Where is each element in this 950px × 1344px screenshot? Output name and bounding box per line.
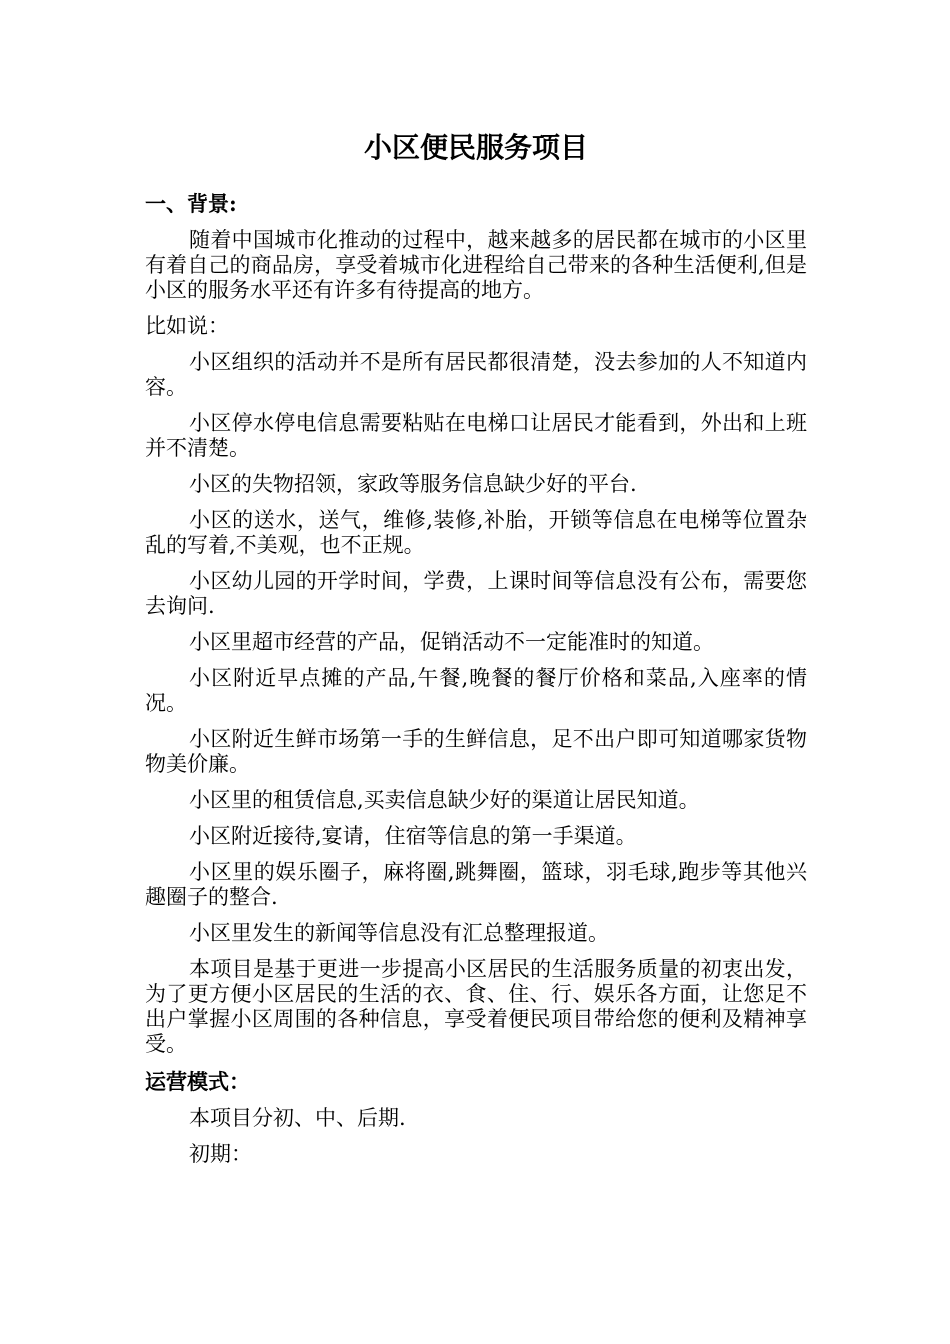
paragraph-item-hospitality: 小区附近接待,宴请，住宿等信息的第一手渠道。 — [189, 824, 637, 848]
section-heading-background: 一、背景: — [145, 191, 237, 216]
paragraph-item-restaurants: 小区附近早点摊的产品,午餐,晚餐的餐厅价格和菜品,入座率的情况。 — [145, 666, 807, 715]
paragraph-item-news: 小区里发生的新闻等信息没有汇总整理报道。 — [189, 921, 609, 945]
paragraph-item-interest-groups: 小区里的娱乐圈子，麻将圈,跳舞圈，篮球，羽毛球,跑步等其他兴趣圈子的整合. — [145, 860, 807, 909]
paragraph-initial-phase: 初期： — [189, 1142, 252, 1166]
paragraph-item-outage-notices: 小区停水停电信息需要粘贴在电梯口让居民才能看到，外出和上班并不清楚。 — [145, 411, 807, 460]
paragraph-item-activities: 小区组织的活动并不是所有居民都很清楚，没去参加的人不知道内容。 — [145, 350, 807, 399]
paragraph-project-phases: 本项目分初、中、后期. — [189, 1106, 406, 1130]
paragraph-item-lost-and-found: 小区的失物招领，家政等服务信息缺少好的平台. — [189, 472, 637, 496]
document-body — [145, 128, 807, 1178]
paragraph-item-fresh-market: 小区附近生鲜市场第一手的生鲜信息，足不出户即可知道哪家货物物美价廉。 — [145, 727, 807, 776]
paragraph-item-service-ads: 小区的送水，送气，维修,装修,补胎，开锁等信息在电梯等位置杂乱的写着,不美观，也不正规。 — [145, 508, 807, 557]
document-title: 小区便民服务项目 — [363, 131, 588, 164]
paragraph-project-purpose: 本项目是基于更进一步提高小区居民的生活服务质量的初衷出发，为了更方便小区居民的生活的衣、食、住、行、娱乐各方面，让您足不出户掌握小区周围的各种信息，享受着便民项目带给您的便利及精神享受。 — [145, 957, 807, 1056]
paragraph-item-rental: 小区里的租赁信息,买卖信息缺少好的渠道让居民知道。 — [189, 788, 700, 812]
paragraph-for-example: 比如说： — [145, 314, 229, 338]
paragraph-background-intro: 随着中国城市化推动的过程中，越来越多的居民都在城市的小区里有着自己的商品房，享受着城市化进程给自己带来的各种生活便利,但是小区的服务水平还有许多有待提高的地方。 — [145, 228, 807, 302]
paragraph-item-kindergarten: 小区幼儿园的开学时间，学费，上课时间等信息没有公布，需要您去询问. — [145, 569, 807, 618]
section-heading-operation-model: 运营模式： — [145, 1069, 250, 1094]
paragraph-item-supermarket: 小区里超市经营的产品，促销活动不一定能准时的知道。 — [189, 630, 714, 654]
